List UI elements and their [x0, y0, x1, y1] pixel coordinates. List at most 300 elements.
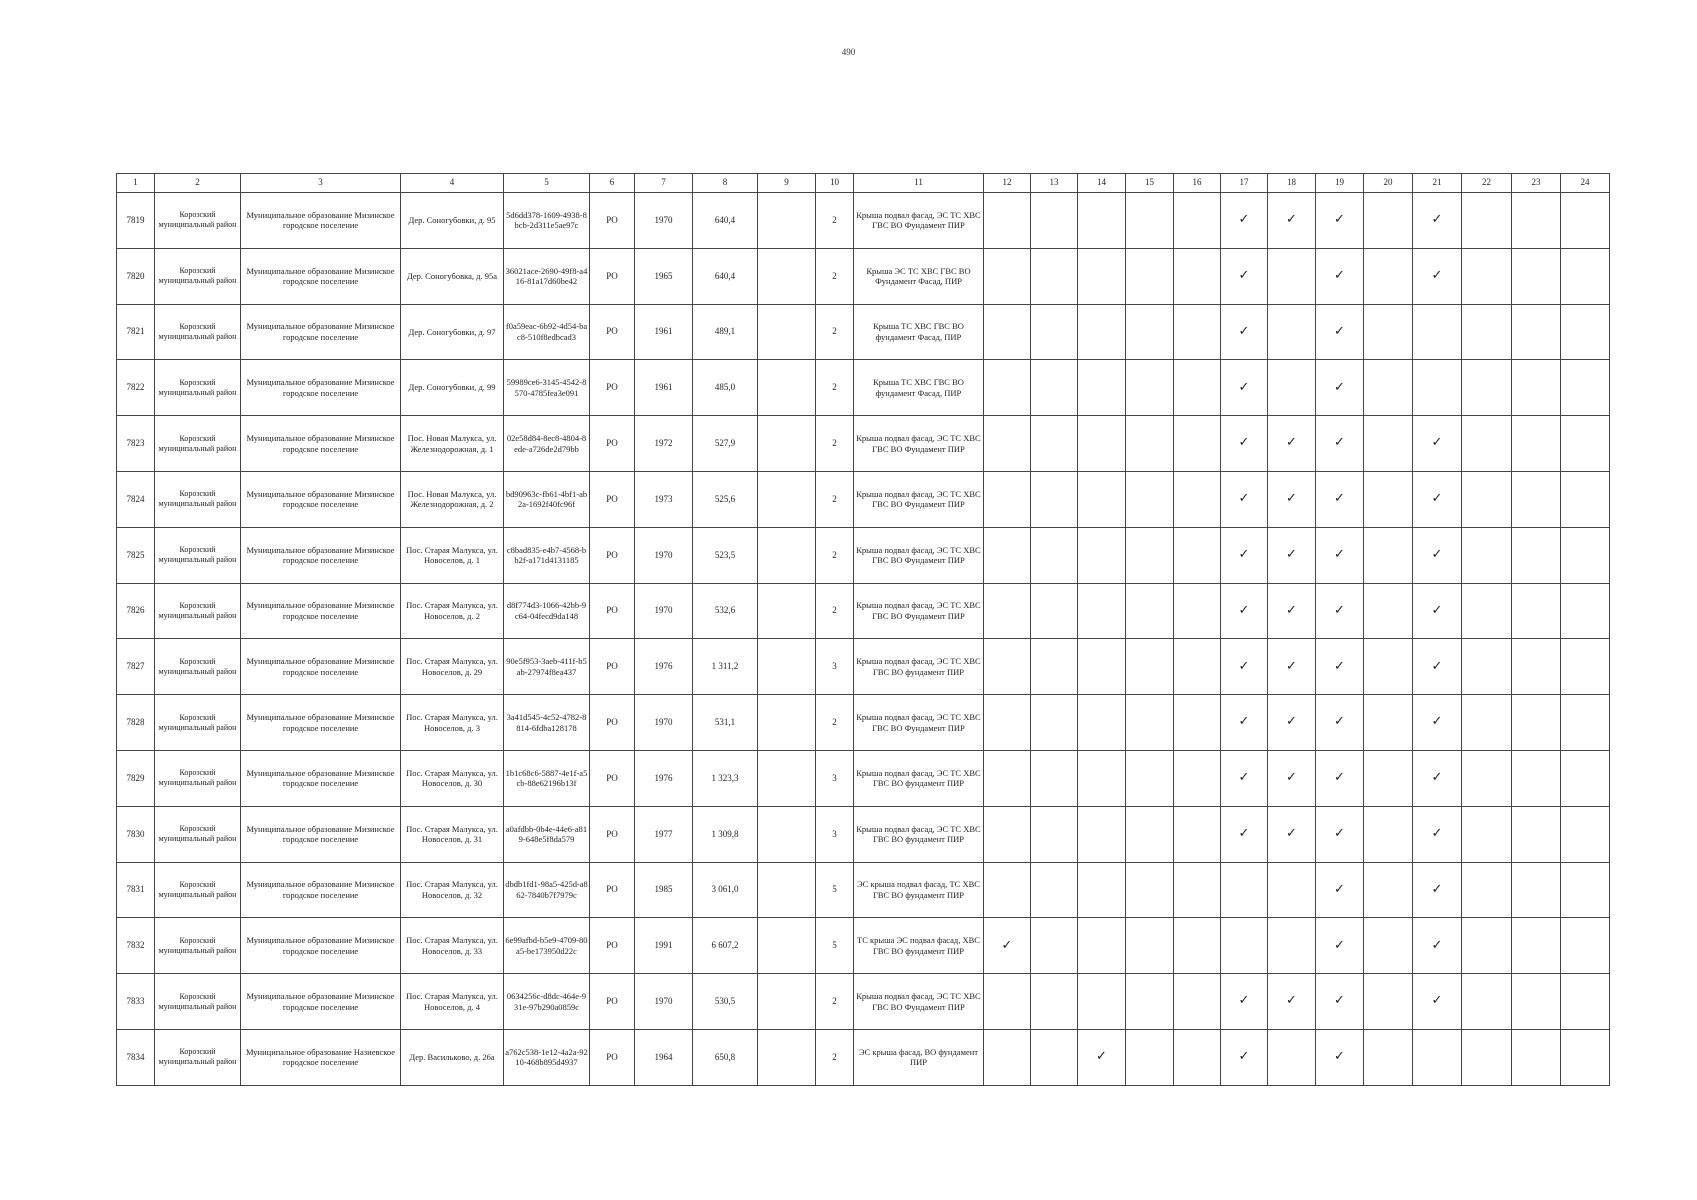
column-14-cell [1078, 974, 1126, 1030]
works-list-cell: Крыша подвал фасад, ЭС ТС ХВС ГВС ВО фундамент ПИР [854, 806, 984, 862]
table-row [117, 974, 1610, 1030]
type-cell: РО [590, 695, 635, 751]
address-cell: Пос. Старая Малукса, ул. Новоселов, д. 29 [401, 639, 504, 695]
column-14-cell [1078, 193, 1126, 249]
column-23-cell [1512, 248, 1561, 304]
house-id-cell: 36021ace-2690-49f8-a416-81a17d60be42 [504, 248, 590, 304]
column-9-cell [758, 304, 816, 360]
column-15-cell [1126, 639, 1174, 695]
district-cell: Корозский муниципальный район [155, 193, 241, 249]
column-header-23: 23 [1512, 174, 1561, 193]
works-list-cell: ЭС крыша фасад, ВО фундамент ПИР [854, 1029, 984, 1085]
column-15-cell [1126, 974, 1174, 1030]
column-18-cell [1268, 695, 1316, 751]
check-mark-icon: ✓ [1286, 714, 1297, 730]
floors-cell: 2 [816, 416, 854, 472]
check-mark-icon: ✓ [1334, 714, 1345, 730]
column-22-cell [1462, 471, 1512, 527]
column-22-cell [1462, 750, 1512, 806]
type-cell: РО [590, 862, 635, 918]
column-13-cell [1031, 974, 1078, 1030]
house-id-cell: 6e99afbd-b5e9-4709-80a5-be173950d22c [504, 918, 590, 974]
area-cell: 485,0 [693, 360, 758, 416]
column-9-cell [758, 862, 816, 918]
column-9-cell [758, 1029, 816, 1085]
district-cell: Корозский муниципальный район [155, 695, 241, 751]
check-mark-icon: ✓ [1286, 770, 1297, 786]
district-cell: Корозский муниципальный район [155, 471, 241, 527]
column-24-cell [1561, 527, 1610, 583]
housing-register-table [116, 173, 1610, 1086]
column-header-19: 19 [1316, 174, 1364, 193]
area-cell: 530,5 [693, 974, 758, 1030]
check-mark-icon: ✓ [1431, 993, 1443, 1009]
column-12-cell [984, 806, 1031, 862]
column-16-cell [1174, 639, 1221, 695]
type-cell: РО [590, 583, 635, 639]
municipality-cell: Муниципальное образование Мизинское городское поселение [241, 416, 401, 472]
column-18-cell [1268, 360, 1316, 416]
column-13-cell [1031, 806, 1078, 862]
floors-cell: 2 [816, 1029, 854, 1085]
column-13-cell [1031, 1029, 1078, 1085]
column-22-cell [1462, 918, 1512, 974]
column-9-cell [758, 360, 816, 416]
row-number-cell: 7834 [117, 1029, 155, 1085]
district-cell: Корозский муниципальный район [155, 918, 241, 974]
check-mark-icon: ✓ [1334, 658, 1345, 674]
column-header-1: 1 [117, 174, 155, 193]
check-mark-icon: ✓ [1286, 602, 1297, 618]
column-14-cell [1078, 918, 1126, 974]
area-cell: 1 323,3 [693, 750, 758, 806]
column-21-cell [1413, 248, 1462, 304]
column-14-cell [1078, 1029, 1126, 1085]
year-cell: 1973 [635, 471, 693, 527]
check-mark-icon: ✓ [1334, 491, 1345, 507]
column-17-cell [1221, 918, 1268, 974]
column-19-cell [1316, 918, 1364, 974]
column-19-cell [1316, 304, 1364, 360]
column-header-4: 4 [401, 174, 504, 193]
column-12-cell [984, 248, 1031, 304]
column-17-cell [1221, 304, 1268, 360]
table-row [117, 248, 1610, 304]
column-19-cell [1316, 360, 1364, 416]
year-cell: 1964 [635, 1029, 693, 1085]
column-24-cell [1561, 862, 1610, 918]
table-row [117, 583, 1610, 639]
column-19-cell [1316, 1029, 1364, 1085]
check-mark-icon: ✓ [1431, 658, 1443, 674]
column-12-cell [984, 583, 1031, 639]
column-16-cell [1174, 248, 1221, 304]
municipality-cell: Муниципальное образование Мизинское городское поселение [241, 360, 401, 416]
column-header-20: 20 [1364, 174, 1413, 193]
column-13-cell [1031, 918, 1078, 974]
column-21-cell [1413, 583, 1462, 639]
row-number-cell: 7831 [117, 862, 155, 918]
row-number-cell: 7824 [117, 471, 155, 527]
column-18-cell [1268, 806, 1316, 862]
row-number-cell: 7819 [117, 193, 155, 249]
table-row [117, 918, 1610, 974]
column-15-cell [1126, 918, 1174, 974]
column-header-9: 9 [758, 174, 816, 193]
column-24-cell [1561, 471, 1610, 527]
column-14-cell [1078, 416, 1126, 472]
column-23-cell [1512, 471, 1561, 527]
check-mark-icon: ✓ [1238, 268, 1250, 284]
address-cell: Пос. Новая Малукса, ул. Железнодорожная, д. 2 [401, 471, 504, 527]
district-cell: Корозский муниципальный район [155, 639, 241, 695]
floors-cell: 2 [816, 248, 854, 304]
column-14-cell [1078, 471, 1126, 527]
floors-cell: 5 [816, 862, 854, 918]
check-mark-icon: ✓ [1286, 491, 1297, 507]
column-9-cell [758, 471, 816, 527]
column-17-cell [1221, 360, 1268, 416]
column-17-cell [1221, 806, 1268, 862]
works-list-cell: Крыша подвал фасад, ЭС ТС ХВС ГВС ВО Фундамент ПИР [854, 527, 984, 583]
works-list-cell: Крыша ЭС ТС ХВС ГВС ВО Фундамент Фасад, ПИР [854, 248, 984, 304]
year-cell: 1970 [635, 583, 693, 639]
year-cell: 1977 [635, 806, 693, 862]
column-18-cell [1268, 304, 1316, 360]
table-row [117, 360, 1610, 416]
column-9-cell [758, 974, 816, 1030]
year-cell: 1972 [635, 416, 693, 472]
column-12-cell [984, 471, 1031, 527]
column-22-cell [1462, 583, 1512, 639]
column-22-cell [1462, 193, 1512, 249]
house-id-cell: 0634256c-d8dc-464e-931e-97b290a0859c [504, 974, 590, 1030]
column-9-cell [758, 527, 816, 583]
column-20-cell [1364, 639, 1413, 695]
floors-cell: 3 [816, 639, 854, 695]
column-18-cell [1268, 1029, 1316, 1085]
column-13-cell [1031, 750, 1078, 806]
municipality-cell: Муниципальное образование Мизинское городское поселение [241, 806, 401, 862]
column-12-cell [984, 974, 1031, 1030]
column-23-cell [1512, 583, 1561, 639]
check-mark-icon: ✓ [1238, 770, 1250, 786]
check-mark-icon: ✓ [1431, 547, 1443, 563]
column-21-cell [1413, 527, 1462, 583]
type-cell: РО [590, 193, 635, 249]
year-cell: 1976 [635, 639, 693, 695]
floors-cell: 3 [816, 806, 854, 862]
house-id-cell: f0a59eac-6b92-4d54-bac8-510f8edbcad3 [504, 304, 590, 360]
column-9-cell [758, 750, 816, 806]
check-mark-icon: ✓ [1431, 435, 1443, 451]
column-header-7: 7 [635, 174, 693, 193]
floors-cell: 2 [816, 974, 854, 1030]
column-20-cell [1364, 806, 1413, 862]
column-20-cell [1364, 1029, 1413, 1085]
column-13-cell [1031, 248, 1078, 304]
column-22-cell [1462, 639, 1512, 695]
column-header-24: 24 [1561, 174, 1610, 193]
floors-cell: 2 [816, 360, 854, 416]
column-24-cell [1561, 1029, 1610, 1085]
area-cell: 640,4 [693, 193, 758, 249]
works-list-cell: Крыша подвал фасад, ЭС ТС ХВС ГВС ВО Фундамент ПИР [854, 974, 984, 1030]
column-23-cell [1512, 360, 1561, 416]
address-cell: Дер. Соногубовки, д. 97 [401, 304, 504, 360]
column-23-cell [1512, 750, 1561, 806]
type-cell: РО [590, 806, 635, 862]
column-21-cell [1413, 1029, 1462, 1085]
column-18-cell [1268, 974, 1316, 1030]
column-19-cell [1316, 806, 1364, 862]
column-22-cell [1462, 304, 1512, 360]
column-header-11: 11 [854, 174, 984, 193]
column-18-cell [1268, 193, 1316, 249]
works-list-cell: ТС крыша ЭС подвал фасад, ХВС ГВС ВО фундамент ПИР [854, 918, 984, 974]
check-mark-icon: ✓ [1286, 547, 1297, 563]
floors-cell: 5 [816, 918, 854, 974]
column-23-cell [1512, 974, 1561, 1030]
type-cell: РО [590, 974, 635, 1030]
works-list-cell: Крыша подвал фасад, ЭС ТС ХВС ГВС ВО фундамент ПИР [854, 750, 984, 806]
column-21-cell [1413, 862, 1462, 918]
column-16-cell [1174, 471, 1221, 527]
column-header-12: 12 [984, 174, 1031, 193]
floors-cell: 3 [816, 750, 854, 806]
column-15-cell [1126, 527, 1174, 583]
address-cell: Пос. Старая Малукса, ул. Новоселов, д. 3 [401, 695, 504, 751]
type-cell: РО [590, 750, 635, 806]
year-cell: 1970 [635, 193, 693, 249]
column-20-cell [1364, 974, 1413, 1030]
check-mark-icon: ✓ [1334, 602, 1345, 618]
column-12-cell [984, 918, 1031, 974]
column-18-cell [1268, 527, 1316, 583]
column-14-cell [1078, 527, 1126, 583]
column-12-cell [984, 639, 1031, 695]
column-22-cell [1462, 806, 1512, 862]
column-header-15: 15 [1126, 174, 1174, 193]
column-16-cell [1174, 750, 1221, 806]
works-list-cell: Крыша подвал фасад, ЭС ТС ХВС ГВС ВО Фундамент ПИР [854, 695, 984, 751]
column-header-5: 5 [504, 174, 590, 193]
column-header-8: 8 [693, 174, 758, 193]
check-mark-icon: ✓ [1286, 435, 1297, 451]
house-id-cell: dbdb1fd1-98a5-425d-a862-7840b7f7979c [504, 862, 590, 918]
column-14-cell [1078, 360, 1126, 416]
column-9-cell [758, 248, 816, 304]
floors-cell: 2 [816, 583, 854, 639]
column-header-3: 3 [241, 174, 401, 193]
column-19-cell [1316, 248, 1364, 304]
column-21-cell [1413, 974, 1462, 1030]
check-mark-icon: ✓ [1334, 435, 1345, 451]
check-mark-icon: ✓ [1431, 937, 1443, 953]
municipality-cell: Муниципальное образование Мизинское городское поселение [241, 471, 401, 527]
column-15-cell [1126, 471, 1174, 527]
column-24-cell [1561, 248, 1610, 304]
column-17-cell [1221, 695, 1268, 751]
column-21-cell [1413, 193, 1462, 249]
row-number-cell: 7827 [117, 639, 155, 695]
check-mark-icon: ✓ [1238, 826, 1250, 842]
district-cell: Корозский муниципальный район [155, 304, 241, 360]
column-15-cell [1126, 304, 1174, 360]
column-24-cell [1561, 695, 1610, 751]
row-number-cell: 7829 [117, 750, 155, 806]
column-22-cell [1462, 248, 1512, 304]
column-22-cell [1462, 416, 1512, 472]
column-15-cell [1126, 416, 1174, 472]
row-number-cell: 7821 [117, 304, 155, 360]
address-cell: Пос. Старая Малукса, ул. Новоселов, д. 1 [401, 527, 504, 583]
column-17-cell [1221, 416, 1268, 472]
year-cell: 1961 [635, 304, 693, 360]
floors-cell: 2 [816, 527, 854, 583]
column-17-cell [1221, 193, 1268, 249]
area-cell: 531,1 [693, 695, 758, 751]
column-12-cell [984, 862, 1031, 918]
column-24-cell [1561, 583, 1610, 639]
column-15-cell [1126, 1029, 1174, 1085]
works-list-cell: Крыша подвал фасад, ЭС ТС ХВС ГВС ВО фундамент ПИР [854, 639, 984, 695]
column-18-cell [1268, 862, 1316, 918]
column-22-cell [1462, 360, 1512, 416]
check-mark-icon: ✓ [1431, 714, 1443, 730]
table-row [117, 639, 1610, 695]
municipality-cell: Муниципальное образование Мизинское городское поселение [241, 304, 401, 360]
column-header-2: 2 [155, 174, 241, 193]
column-header-14: 14 [1078, 174, 1126, 193]
type-cell: РО [590, 471, 635, 527]
address-cell: Дер. Соногубовка, д. 95а [401, 248, 504, 304]
check-mark-icon: ✓ [1431, 491, 1443, 507]
column-14-cell [1078, 583, 1126, 639]
column-16-cell [1174, 527, 1221, 583]
type-cell: РО [590, 360, 635, 416]
house-id-cell: a0afdbb-0b4e-44e6-a819-648e5f8da579 [504, 806, 590, 862]
column-header-6: 6 [590, 174, 635, 193]
check-mark-icon: ✓ [1238, 491, 1250, 507]
floors-cell: 2 [816, 471, 854, 527]
year-cell: 1965 [635, 248, 693, 304]
column-header-18: 18 [1268, 174, 1316, 193]
municipality-cell: Муниципальное образование Мизинское городское поселение [241, 695, 401, 751]
column-23-cell [1512, 527, 1561, 583]
column-16-cell [1174, 695, 1221, 751]
area-cell: 640,4 [693, 248, 758, 304]
type-cell: РО [590, 527, 635, 583]
check-mark-icon: ✓ [1334, 323, 1345, 339]
works-list-cell: Крыша подвал фасад, ЭС ТС ХВС ГВС ВО Фундамент ПИР [854, 471, 984, 527]
district-cell: Корозский муниципальный район [155, 527, 241, 583]
column-15-cell [1126, 862, 1174, 918]
column-12-cell [984, 193, 1031, 249]
column-20-cell [1364, 248, 1413, 304]
row-number-cell: 7830 [117, 806, 155, 862]
column-15-cell [1126, 583, 1174, 639]
column-20-cell [1364, 583, 1413, 639]
area-cell: 527,9 [693, 416, 758, 472]
table-row [117, 527, 1610, 583]
column-16-cell [1174, 806, 1221, 862]
house-id-cell: a762c538-1e12-4a2a-9210-468b895d4937 [504, 1029, 590, 1085]
address-cell: Дер. Васильково, д. 26а [401, 1029, 504, 1085]
column-18-cell [1268, 471, 1316, 527]
year-cell: 1985 [635, 862, 693, 918]
column-16-cell [1174, 360, 1221, 416]
column-24-cell [1561, 918, 1610, 974]
table-row [117, 750, 1610, 806]
district-cell: Корозский муниципальный район [155, 248, 241, 304]
area-cell: 650,8 [693, 1029, 758, 1085]
check-mark-icon: ✓ [1431, 770, 1443, 786]
area-cell: 523,5 [693, 527, 758, 583]
column-19-cell [1316, 639, 1364, 695]
address-cell: Пос. Старая Малукса, ул. Новоселов, д. 30 [401, 750, 504, 806]
house-id-cell: c8bad835-e4b7-4568-bb2f-a171d4131185 [504, 527, 590, 583]
column-24-cell [1561, 974, 1610, 1030]
column-24-cell [1561, 193, 1610, 249]
column-23-cell [1512, 862, 1561, 918]
row-number-cell: 7826 [117, 583, 155, 639]
table-row [117, 471, 1610, 527]
column-16-cell [1174, 583, 1221, 639]
column-20-cell [1364, 360, 1413, 416]
column-16-cell [1174, 918, 1221, 974]
column-15-cell [1126, 750, 1174, 806]
column-20-cell [1364, 862, 1413, 918]
table-row [117, 695, 1610, 751]
table-row [117, 1029, 1610, 1085]
municipality-cell: Муниципальное образование Мизинское городское поселение [241, 583, 401, 639]
column-9-cell [758, 193, 816, 249]
column-21-cell [1413, 416, 1462, 472]
check-mark-icon: ✓ [1238, 547, 1250, 563]
column-19-cell [1316, 583, 1364, 639]
check-mark-icon: ✓ [1334, 1049, 1345, 1065]
check-mark-icon: ✓ [1238, 212, 1250, 228]
column-23-cell [1512, 918, 1561, 974]
works-list-cell: Крыша подвал фасад, ЭС ТС ХВС ГВС ВО Фундамент ПИР [854, 416, 984, 472]
table-row [117, 862, 1610, 918]
column-12-cell [984, 360, 1031, 416]
column-20-cell [1364, 527, 1413, 583]
type-cell: РО [590, 304, 635, 360]
column-22-cell [1462, 1029, 1512, 1085]
column-17-cell [1221, 527, 1268, 583]
column-23-cell [1512, 695, 1561, 751]
check-mark-icon: ✓ [1334, 770, 1345, 786]
check-mark-icon: ✓ [1334, 547, 1345, 563]
column-24-cell [1561, 639, 1610, 695]
table-row [117, 193, 1610, 249]
column-24-cell [1561, 416, 1610, 472]
address-cell: Дер. Соногубовки, д. 99 [401, 360, 504, 416]
column-18-cell [1268, 416, 1316, 472]
page-number: 490 [841, 47, 856, 57]
floors-cell: 2 [816, 695, 854, 751]
address-cell: Пос. Старая Малукса, ул. Новоселов, д. 32 [401, 862, 504, 918]
column-17-cell [1221, 750, 1268, 806]
type-cell: РО [590, 1029, 635, 1085]
check-mark-icon: ✓ [1096, 1049, 1107, 1065]
column-9-cell [758, 583, 816, 639]
column-13-cell [1031, 695, 1078, 751]
column-9-cell [758, 918, 816, 974]
column-24-cell [1561, 750, 1610, 806]
